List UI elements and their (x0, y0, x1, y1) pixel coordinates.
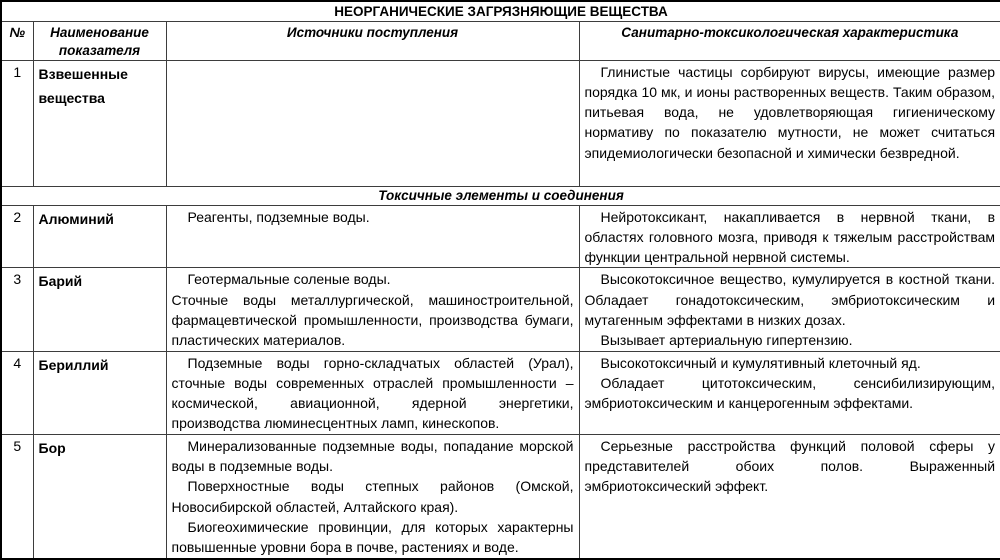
sources-cell (166, 60, 579, 186)
column-header-num: № (1, 21, 33, 60)
row-number: 3 (1, 268, 33, 351)
table-row (1, 60, 1000, 186)
sources-cell (166, 434, 579, 558)
table-row (1, 205, 1000, 268)
table-row (1, 434, 1000, 558)
characteristic-paragraph: Нейротоксикант, накапливается в нервной ткани, в областях головного мозга, приводя к тяжелым расстройствам функции центральной нервной системы. (584, 208, 996, 266)
characteristic-paragraph: Вызывает артериальную гипертензию. (600, 332, 853, 349)
table-row (1, 268, 1000, 351)
section-header: Токсичные элементы и соединения (1, 186, 1000, 205)
characteristic-paragraph: Высокотоксичное вещество, кумулируется в костной ткани. Обладает гонадотоксическим, эмбриотоксическим и мутагенным эффектами в низких дозах. (584, 271, 996, 328)
row-number: 4 (1, 351, 33, 434)
table-title: НЕОРГАНИЧЕСКИЕ ЗАГРЯЗНЯЮЩИЕ ВЕЩЕСТВА (1, 1, 1000, 21)
characteristic-cell (579, 268, 1000, 351)
sources-cell (166, 205, 579, 268)
indicator-name: Барий (33, 268, 166, 351)
characteristic-paragraph: Глинистые частицы сорбируют вирусы, имеющие размер порядка 10 мк, и ионы растворенных веществ. Таким образом, питьевая вода, не удовлетворяющая гигиеническому нормативу по показателю мутности, не может считаться эпидемиологически безопасной и химически безвредной. (584, 63, 996, 161)
characteristic-cell (579, 205, 1000, 268)
source-paragraph: Реагенты, подземные воды. (187, 208, 370, 225)
characteristic-cell (579, 351, 1000, 434)
characteristic-cell (579, 60, 1000, 186)
row-number: 2 (1, 205, 33, 268)
column-header-name: Наименование показателя (33, 21, 166, 60)
table-row (1, 351, 1000, 434)
indicator-name: Бор (33, 434, 166, 558)
indicator-name: Алюминий (33, 205, 166, 268)
column-header-sources: Источники поступления (166, 21, 579, 60)
indicator-name: Бериллий (33, 351, 166, 434)
column-header-characteristic: Санитарно-токсикологическая характеристика (579, 21, 1000, 60)
sources-cell (166, 351, 579, 434)
sources-cell (166, 268, 579, 351)
characteristic-paragraph: Серьезные расстройства функций половой сферы у представителей обоих полов. Выраженный эмбриотоксический эффект. (584, 437, 996, 495)
source-paragraph: Сточные воды металлургической, машиностроительной, фармацевтической промышленности, производства бумаги, пластических материалов. (171, 291, 574, 349)
characteristic-cell (579, 434, 1000, 558)
indicator-name: Взвешенные вещества (33, 60, 166, 186)
source-paragraph: Поверхностные воды степных районов (Омской, Новосибирской областей, Алтайского края). (171, 478, 574, 515)
source-paragraph: Геотермальные соленые воды. (187, 271, 391, 288)
source-paragraph: Минерализованные подземные воды, попадание морской воды в подземные воды. (171, 437, 574, 475)
characteristic-paragraph: Высокотоксичный и кумулятивный клеточный яд. (600, 354, 921, 371)
row-number: 1 (1, 60, 33, 186)
source-paragraph: Подземные воды горно-складчатых областей (Урал), сточные воды современных отраслей промышленности – космической, авиационной, ядерной энергетики, производства люминесцентных ламп, кинескопов. (171, 354, 574, 432)
source-paragraph: Биогеохимические провинции, для которых характерны повышенные уровни бора в почве, растениях и воде. (171, 518, 574, 556)
row-number: 5 (1, 434, 33, 558)
characteristic-paragraph: Обладает цитотоксическим, сенсибилизирующим, эмбриотоксическим и канцерогенным эффектами. (584, 374, 996, 412)
